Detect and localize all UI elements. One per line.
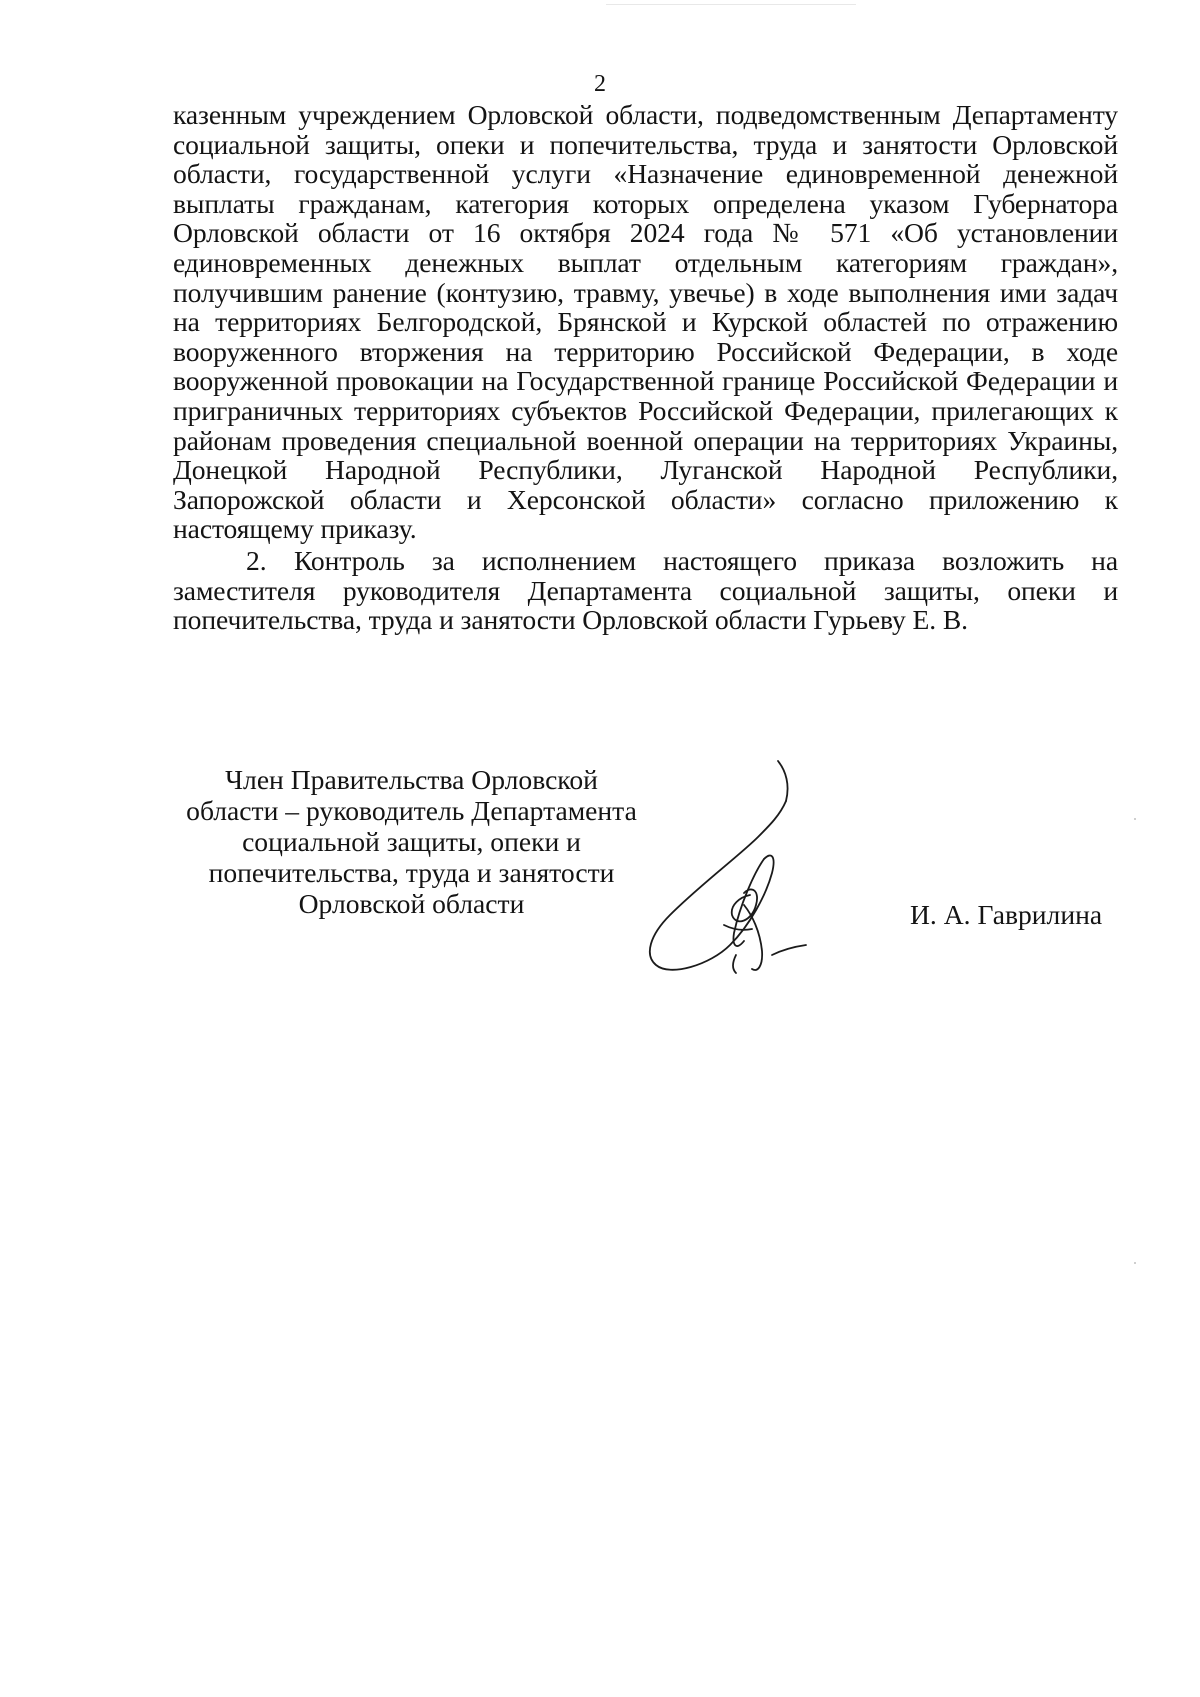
scan-artifact [1134, 818, 1136, 820]
handwritten-signature-icon [640, 755, 820, 980]
document-body [173, 100, 1118, 635]
signer-position-line: социальной защиты, опеки и [242, 826, 581, 857]
scan-artifact [606, 4, 856, 5]
signer-position-line: попечительства, труда и занятости [208, 857, 615, 888]
signer-position-line: Член Правительства Орловской [225, 764, 598, 795]
signer-position-line: области – руководитель Департамента [186, 795, 637, 826]
signer-position [168, 764, 655, 919]
body-paragraph-2: 2. Контроль за исполнением настоящего приказа возложить на заместителя руководителя Департамента социальной защиты, опеки и попечительства, труда и занятости Орловской области Гурьеву Е. В. [173, 544, 1118, 636]
signer-name: И. А. Гаврилина [910, 899, 1103, 930]
page-number: 2 [594, 71, 606, 97]
signer-position-line: Орловской области [298, 888, 525, 919]
scan-artifact [1134, 1262, 1136, 1264]
body-paragraph-1: казенным учреждением Орловской области, подведомственным Департаменту социальной защиты, опеки и попечительства, труда и занятости Орловской области, государственной услуги «Назначение единовременной денежной выплаты гражданам, категория которых определена указом Губернатора Орловской области от 16 октября 2024 года № 571 «Об установлении единовременных денежных выплат отдельным категориям граждан», получившим ранение (контузию, травму, увечье) в ходе выполнения ими задач на территориях Белгородской, Брянской и Курской областей по отражению вооруженного вторжения на территорию Российской Федерации, в ходе вооруженной провокации на Государственной границе Российской Федерации и приграничных территориях субъектов Российской Федерации, прилегающих к районам проведения специальной военной операции на территориях Украины, Донецкой Народной Республики, Луганской Народной Республики, Запорожской области и Херсонской области» согласно приложению к настоящему приказу. [173, 99, 1118, 545]
